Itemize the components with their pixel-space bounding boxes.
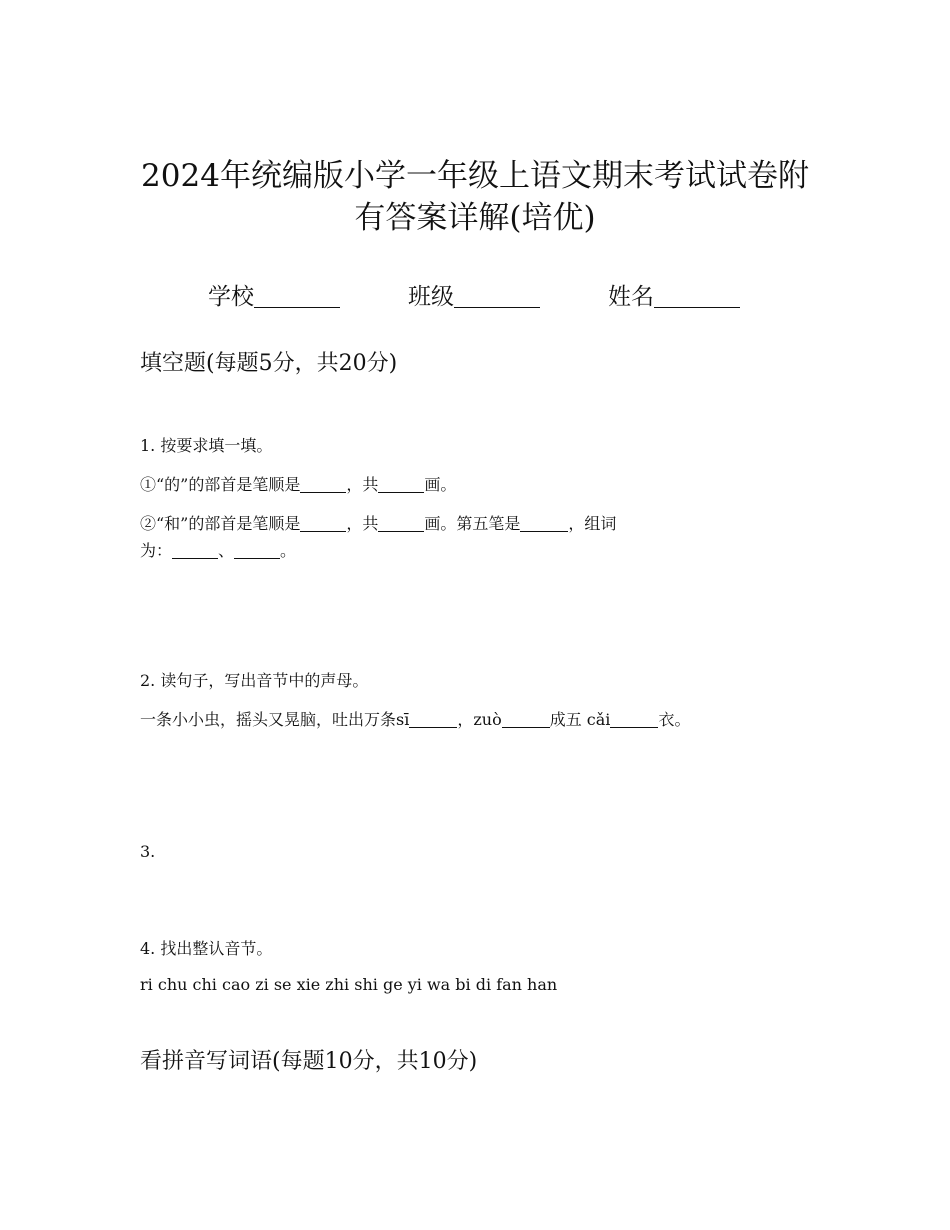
q1b-blank-1 [300, 515, 346, 532]
class-field [408, 278, 540, 311]
school-blank [254, 287, 340, 308]
name-blank [654, 287, 740, 308]
q1b-text-4: ，组词 [568, 514, 617, 533]
q1a-text-3: 画。 [424, 475, 457, 494]
q1b-text-3: 画。第五笔是 [424, 514, 521, 533]
question-1-line-b [140, 511, 616, 534]
question-2-sentence [140, 707, 690, 730]
title-line-2: 有答案详解(培优) [354, 200, 596, 236]
name-label: 姓名 [608, 284, 654, 310]
question-3-prompt: 3. [140, 842, 156, 861]
name-field [608, 278, 740, 311]
question-2-prompt: 2. 读句子，写出音节中的声母。 [140, 671, 369, 690]
school-field [208, 278, 340, 311]
q1c-text-1: 为： [140, 541, 173, 560]
title-line-1: 2024年统编版小学一年级上语文期末考试试卷附 [141, 158, 809, 194]
q2-blank-2 [502, 711, 550, 728]
section-1-heading: 填空题(每题5分，共20分) [140, 351, 398, 376]
q1a-blank-2 [378, 476, 424, 493]
q1a-text-1: ①“的”的部首是笔顺是 [140, 475, 301, 494]
class-blank [454, 287, 540, 308]
q1c-text-3: 。 [280, 541, 297, 560]
q1b-blank-3 [520, 515, 568, 532]
q2-text-4: 衣。 [658, 710, 691, 729]
q1c-text-2: 、 [218, 541, 235, 560]
q1a-text-2: ，共 [346, 475, 379, 494]
q1c-blank-2 [234, 542, 280, 559]
question-4-prompt: 4. 找出整认音节。 [140, 939, 273, 958]
q2-blank-3 [610, 711, 658, 728]
question-1-line-a [140, 472, 456, 495]
q1c-blank-1 [172, 542, 218, 559]
question-4-syllables: ri chu chi cao zi se xie zhi shi ge yi wa bi di fan han [140, 975, 558, 994]
question-1-prompt: 1. 按要求填一填。 [140, 436, 273, 455]
class-label: 班级 [408, 284, 454, 310]
school-label: 学校 [208, 284, 254, 310]
q2-blank-1 [409, 711, 457, 728]
q1b-text-2: ，共 [346, 514, 379, 533]
q1b-text-1: ②“和”的部首是笔顺是 [140, 514, 301, 533]
section-2-heading: 看拼音写词语(每题10分，共10分) [140, 1049, 478, 1074]
question-1-line-c [140, 538, 296, 561]
q1b-blank-2 [378, 515, 424, 532]
q2-text-3: 成五 cǎi [549, 710, 611, 729]
q2-text-2: ，zuò [457, 710, 502, 729]
q2-text-1: 一条小小虫，摇头又晃脑，吐出万条sī [140, 710, 410, 729]
q1a-blank-1 [300, 476, 346, 493]
